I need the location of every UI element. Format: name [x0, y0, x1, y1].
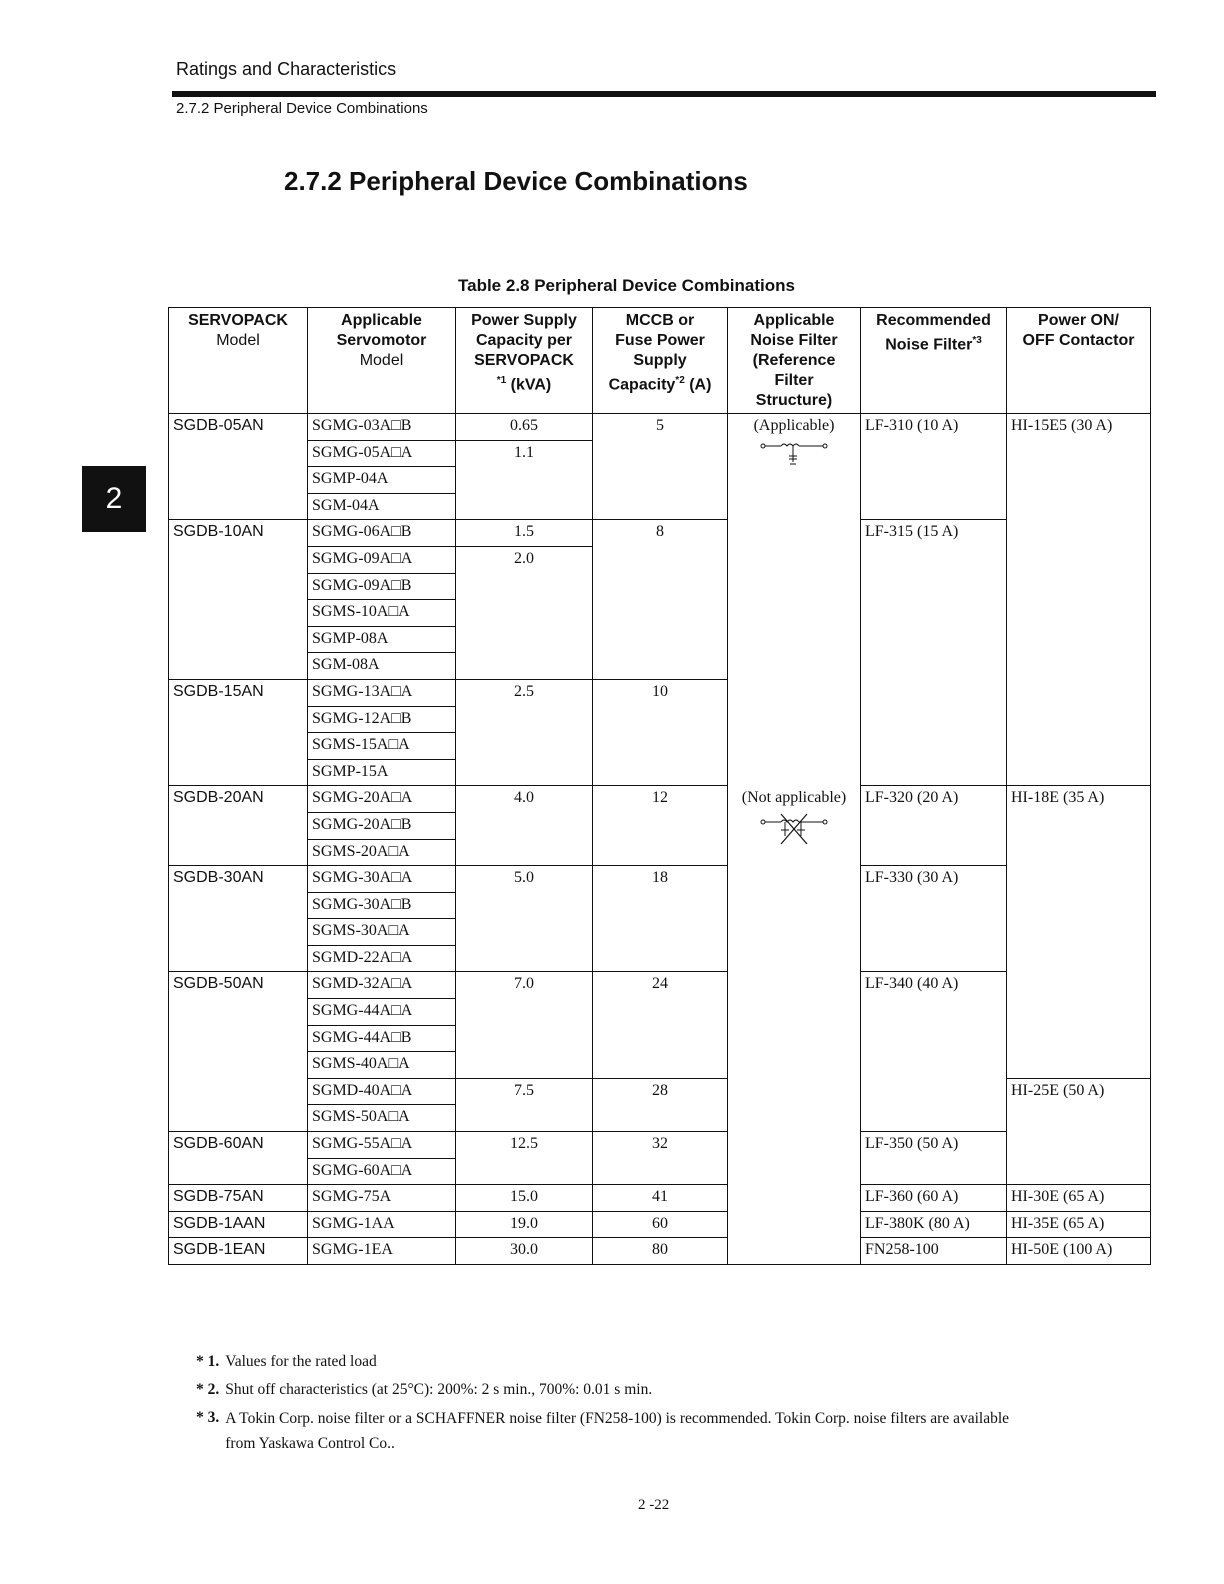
- mccb-cell: 12: [593, 786, 728, 866]
- power-cell: 7.5: [456, 1078, 593, 1131]
- servomotor-cell: SGMG-09A□A: [308, 546, 456, 573]
- servomotor-cell: SGMG-05A□A: [308, 440, 456, 467]
- servomotor-cell: SGM-08A: [308, 653, 456, 680]
- servopack-cell: SGDB-1AAN: [169, 1211, 308, 1238]
- servomotor-cell: SGMD-32A□A: [308, 972, 456, 999]
- servomotor-cell: SGMS-15A□A: [308, 733, 456, 760]
- table-row: [169, 786, 1151, 813]
- power-cell: 5.0: [456, 866, 593, 972]
- footnote-text: Values for the rated load: [225, 1353, 377, 1370]
- table-row: [169, 1238, 1151, 1265]
- power-cell: 1.5: [456, 520, 593, 547]
- footnote: [196, 1376, 1016, 1404]
- header-servomotor-model: Applicable Servomotor Model: [308, 308, 456, 414]
- servomotor-cell: SGM-04A: [308, 493, 456, 520]
- servomotor-cell: SGMS-40A□A: [308, 1052, 456, 1079]
- noise-filter-crossed-symbol-icon: [759, 812, 829, 846]
- table-caption: Table 2.8 Peripheral Device Combinations: [458, 276, 795, 295]
- servopack-cell: SGDB-15AN: [169, 679, 308, 785]
- section-title: 2.7.2 Peripheral Device Combinations: [284, 166, 748, 196]
- header-rule: [172, 91, 1156, 97]
- recommended-filter-cell: LF-320 (20 A): [861, 786, 1007, 866]
- noise-filter-symbol-icon: [759, 440, 829, 470]
- servomotor-cell: SGMG-44A□B: [308, 1025, 456, 1052]
- mccb-cell: 10: [593, 679, 728, 785]
- mccb-cell: 28: [593, 1078, 728, 1131]
- servomotor-cell: SGMG-60A□A: [308, 1158, 456, 1185]
- mccb-cell: 41: [593, 1185, 728, 1212]
- servomotor-cell: SGMG-30A□A: [308, 866, 456, 893]
- servomotor-cell: SGMP-08A: [308, 626, 456, 653]
- recommended-filter-cell: LF-330 (30 A): [861, 866, 1007, 972]
- servopack-cell: SGDB-10AN: [169, 520, 308, 680]
- servomotor-cell: SGMG-1EA: [308, 1238, 456, 1265]
- chapter-tab: 2: [82, 466, 146, 532]
- table-row: [169, 414, 1151, 441]
- table-row: [169, 520, 1151, 547]
- peripheral-device-table: [168, 307, 1151, 1265]
- servomotor-cell: SGMG-1AA: [308, 1211, 456, 1238]
- mccb-cell: 24: [593, 972, 728, 1078]
- servomotor-cell: SGMG-55A□A: [308, 1132, 456, 1159]
- servomotor-cell: SGMS-10A□A: [308, 600, 456, 627]
- servomotor-cell: SGMS-30A□A: [308, 919, 456, 946]
- servomotor-cell: SGMG-09A□B: [308, 573, 456, 600]
- power-cell: 1.1: [456, 440, 593, 520]
- header-contactor: Power ON/ OFF Contactor: [1007, 308, 1151, 414]
- contactor-cell: HI-18E (35 A): [1007, 786, 1151, 1079]
- power-cell: 0.65: [456, 414, 593, 441]
- recommended-filter-cell: LF-310 (10 A): [861, 414, 1007, 520]
- footnote-mark: * 3.: [196, 1409, 220, 1426]
- recommended-filter-cell: FN258-100: [861, 1238, 1007, 1265]
- mccb-cell: 8: [593, 520, 728, 680]
- mccb-cell: 32: [593, 1132, 728, 1185]
- footnote: [196, 1404, 1016, 1456]
- recommended-filter-cell: LF-315 (15 A): [861, 520, 1007, 786]
- table-row: [169, 866, 1151, 893]
- power-cell: 2.5: [456, 679, 593, 785]
- power-cell: 12.5: [456, 1132, 593, 1185]
- table-row: [169, 1211, 1151, 1238]
- mccb-cell: 18: [593, 866, 728, 972]
- header-servopack-model: SERVOPACK Model: [169, 308, 308, 414]
- servopack-cell: SGDB-1EAN: [169, 1238, 308, 1265]
- contactor-cell: HI-15E5 (30 A): [1007, 414, 1151, 786]
- running-header-subsection: 2.7.2 Peripheral Device Combinations: [176, 100, 428, 117]
- power-cell: 30.0: [456, 1238, 593, 1265]
- power-cell: 7.0: [456, 972, 593, 1078]
- footnote-mark: * 2.: [196, 1381, 220, 1398]
- power-cell: 19.0: [456, 1211, 593, 1238]
- servopack-cell: SGDB-75AN: [169, 1185, 308, 1212]
- servomotor-cell: SGMS-50A□A: [308, 1105, 456, 1132]
- noise-filter-not-applicable-label: (Not applicable): [741, 788, 847, 806]
- servomotor-cell: SGMG-30A□B: [308, 892, 456, 919]
- servopack-cell: SGDB-05AN: [169, 414, 308, 520]
- servomotor-cell: SGMG-03A□B: [308, 414, 456, 441]
- header-recommended-filter: Recommended Noise Filter$^{*3}$: [861, 308, 1007, 414]
- servopack-cell: SGDB-50AN: [169, 972, 308, 1132]
- header-noise-filter: Applicable Noise Filter (Reference Filter Structure): [728, 308, 861, 414]
- recommended-filter-cell: LF-350 (50 A): [861, 1132, 1007, 1185]
- table-row: [169, 1132, 1151, 1159]
- servomotor-cell: SGMD-22A□A: [308, 945, 456, 972]
- footnote: [196, 1348, 1016, 1376]
- servomotor-cell: SGMP-15A: [308, 759, 456, 786]
- contactor-cell: HI-30E (65 A): [1007, 1185, 1151, 1212]
- contactor-cell: HI-50E (100 A): [1007, 1238, 1151, 1265]
- servopack-cell: SGDB-60AN: [169, 1132, 308, 1185]
- table-header-row: [169, 308, 1151, 414]
- footnotes: [196, 1348, 1016, 1456]
- table-row: [169, 1185, 1151, 1212]
- mccb-cell: 60: [593, 1211, 728, 1238]
- servomotor-cell: SGMG-44A□A: [308, 999, 456, 1026]
- mccb-cell: 5: [593, 414, 728, 520]
- contactor-cell: HI-35E (65 A): [1007, 1211, 1151, 1238]
- recommended-filter-cell: LF-360 (60 A): [861, 1185, 1007, 1212]
- servopack-cell: SGDB-30AN: [169, 866, 308, 972]
- header-power-supply: Power Supply Capacity per SERVOPACK $^{*1}$ (kVA): [456, 308, 593, 414]
- noise-filter-applicable-cell: [728, 414, 861, 786]
- servomotor-cell: SGMG-06A□B: [308, 520, 456, 547]
- recommended-filter-cell: LF-340 (40 A): [861, 972, 1007, 1132]
- servomotor-cell: SGMD-40A□A: [308, 1078, 456, 1105]
- footnote-text: Shut off characteristics (at 25°C): 200%: 2 s min., 700%: 0.01 s min.: [225, 1381, 653, 1398]
- servomotor-cell: SGMG-13A□A: [308, 679, 456, 706]
- footnote-mark: * 1.: [196, 1353, 220, 1370]
- power-cell: 2.0: [456, 546, 593, 679]
- power-cell: 15.0: [456, 1185, 593, 1212]
- table-row: [169, 972, 1151, 999]
- noise-filter-not-applicable-cell: [728, 786, 861, 1265]
- servopack-cell: SGDB-20AN: [169, 786, 308, 866]
- servomotor-cell: SGMG-12A□B: [308, 706, 456, 733]
- footnote-text: A Tokin Corp. noise filter or a SCHAFFNER noise filter (FN258-100) is recommended. Tokin Corp. noise filters are available from Yaskawa Control Co..: [225, 1410, 1010, 1452]
- running-header-title: Ratings and Characteristics: [176, 59, 397, 79]
- servomotor-cell: SGMP-04A: [308, 467, 456, 494]
- servomotor-cell: SGMS-20A□A: [308, 839, 456, 866]
- servomotor-cell: SGMG-20A□A: [308, 786, 456, 813]
- contactor-cell: HI-25E (50 A): [1007, 1078, 1151, 1184]
- noise-filter-applicable-label: (Applicable): [753, 417, 835, 434]
- recommended-filter-cell: LF-380K (80 A): [861, 1211, 1007, 1238]
- header-mccb: MCCB or Fuse Power Supply Capacity$^{*2}$ (A): [593, 308, 728, 414]
- servomotor-cell: SGMG-75A: [308, 1185, 456, 1212]
- servomotor-cell: SGMG-20A□B: [308, 812, 456, 839]
- mccb-cell: 80: [593, 1238, 728, 1265]
- power-cell: 4.0: [456, 786, 593, 866]
- page-number: 2 -22: [638, 1497, 670, 1513]
